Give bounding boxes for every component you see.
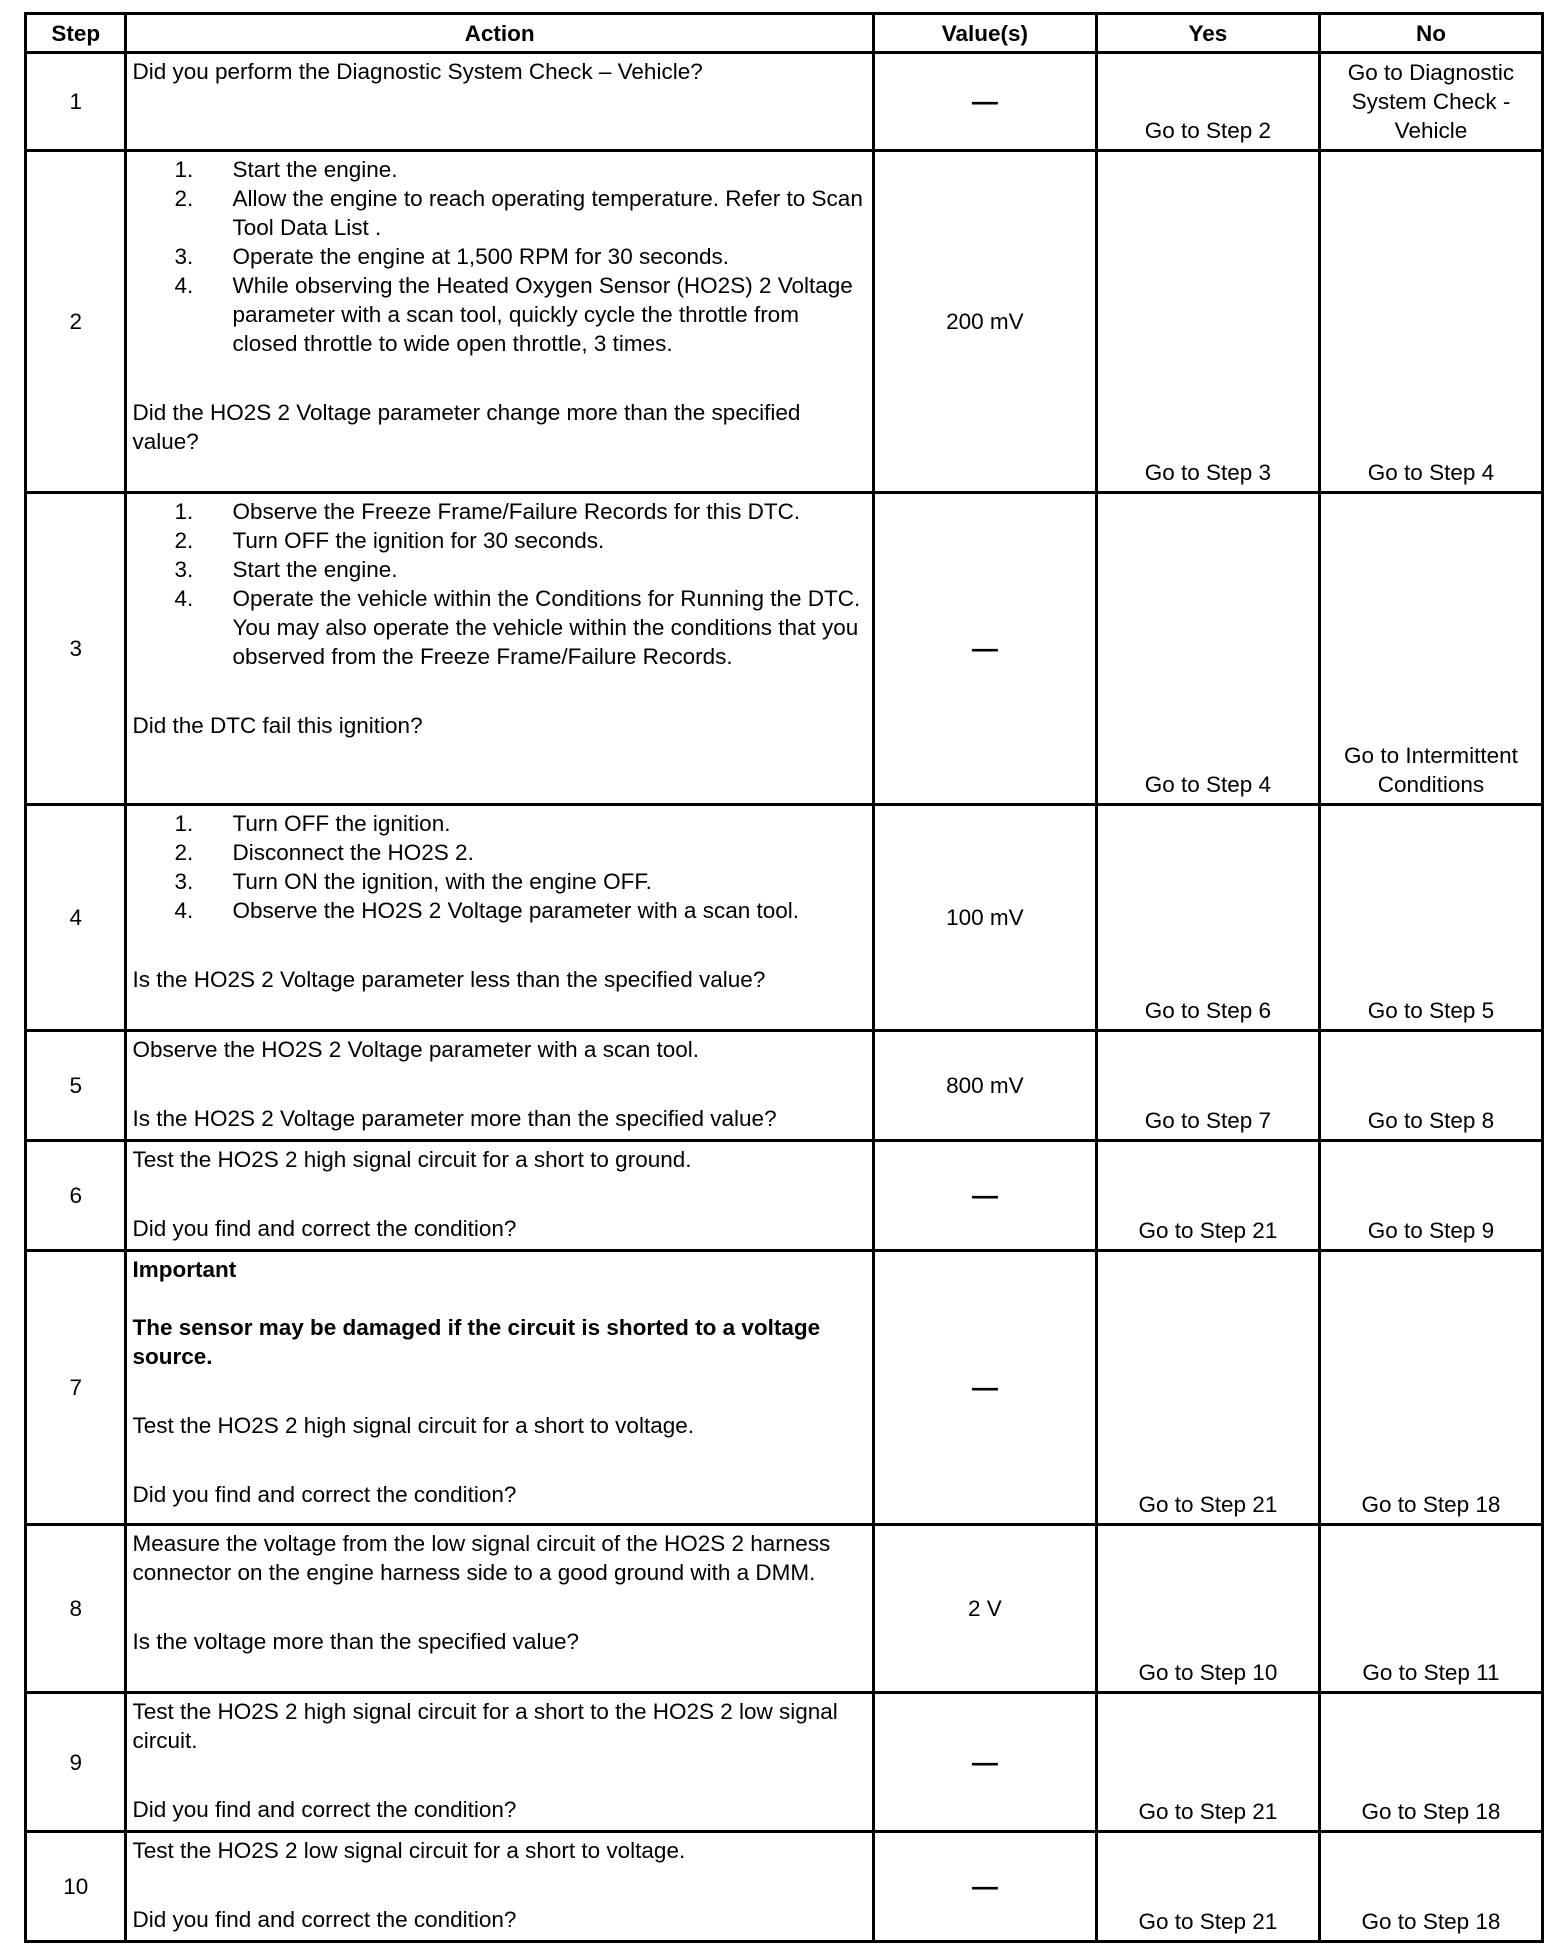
- table-row: [26, 493, 1543, 805]
- step-number: 2: [26, 151, 126, 493]
- action-cell: [126, 1832, 873, 1942]
- yes-cell: Go to Step 2: [1096, 53, 1319, 151]
- table-row: [26, 1141, 1543, 1251]
- list-item: 3. Operate the engine at 1,500 RPM for 30 seconds.: [232, 242, 863, 271]
- important-heading: Important: [132, 1257, 237, 1282]
- step-number: 4: [26, 805, 126, 1031]
- procedure-list: [132, 155, 863, 358]
- table-row: [26, 1525, 1543, 1693]
- no-cell: Go to Step 11: [1319, 1525, 1542, 1693]
- step-number: 6: [26, 1141, 126, 1251]
- value-cell: —: [873, 1693, 1096, 1832]
- step-number: 3: [26, 493, 126, 805]
- list-item: 4. Observe the HO2S 2 Voltage parameter with a scan tool.: [232, 896, 863, 925]
- question-text: Did you find and correct the condition?: [132, 1482, 517, 1507]
- table-row: [26, 805, 1543, 1031]
- header-action: Action: [126, 14, 873, 53]
- yes-cell: Go to Step 3: [1096, 151, 1319, 493]
- value-cell: —: [873, 1832, 1096, 1942]
- action-cell: [126, 53, 873, 151]
- action-text: Test the HO2S 2 low signal circuit for a short to voltage.: [132, 1838, 686, 1863]
- value-cell: 2 V: [873, 1525, 1096, 1693]
- header-no: No: [1319, 14, 1542, 53]
- table-row: [26, 53, 1543, 151]
- important-note: The sensor may be damaged if the circuit is shorted to a voltage source.: [132, 1315, 821, 1369]
- question-text: Did you find and correct the condition?: [132, 1797, 517, 1822]
- value-cell: —: [873, 1141, 1096, 1251]
- yes-cell: Go to Step 21: [1096, 1251, 1319, 1525]
- value-cell: 800 mV: [873, 1031, 1096, 1141]
- table-row: [26, 151, 1543, 493]
- question-text: Did the DTC fail this ignition?: [132, 713, 423, 738]
- no-cell: Go to Step 5: [1319, 805, 1542, 1031]
- list-item: 1. Start the engine.: [232, 155, 863, 184]
- table-row: [26, 1031, 1543, 1141]
- value-cell: 100 mV: [873, 805, 1096, 1031]
- list-item: 1. Observe the Freeze Frame/Failure Records for this DTC.: [232, 497, 863, 526]
- list-item: 2. Allow the engine to reach operating temperature. Refer to Scan Tool Data List .: [232, 184, 863, 242]
- action-cell: [126, 1031, 873, 1141]
- procedure-list: [132, 809, 863, 925]
- action-cell: [126, 151, 873, 493]
- no-cell: Go to Step 8: [1319, 1031, 1542, 1141]
- no-cell: Go to Step 18: [1319, 1251, 1542, 1525]
- no-cell: Go to Diagnostic System Check - Vehicle: [1319, 53, 1542, 151]
- question-text: Is the HO2S 2 Voltage parameter less than the specified value?: [132, 967, 766, 992]
- value-cell: 200 mV: [873, 151, 1096, 493]
- action-text: Test the HO2S 2 high signal circuit for a short to ground.: [132, 1147, 692, 1172]
- step-number: 8: [26, 1525, 126, 1693]
- no-cell: Go to Step 18: [1319, 1832, 1542, 1942]
- table-row: [26, 1832, 1543, 1942]
- value-cell: —: [873, 1251, 1096, 1525]
- action-text: Measure the voltage from the low signal circuit of the HO2S 2 harness connector on the engine harness side to a good ground with a DMM.: [132, 1531, 831, 1585]
- action-text: Observe the HO2S 2 Voltage parameter with a scan tool.: [132, 1037, 700, 1062]
- action-cell: [126, 805, 873, 1031]
- list-item: 1. Turn OFF the ignition.: [232, 809, 863, 838]
- list-item: 4. While observing the Heated Oxygen Sensor (HO2S) 2 Voltage parameter with a scan tool, quickly cycle the throttle from closed throttle to wide open throttle, 3 times.: [232, 271, 863, 358]
- step-number: 5: [26, 1031, 126, 1141]
- action-cell: [126, 1141, 873, 1251]
- diagnostic-table: [24, 12, 1544, 1943]
- table-row: [26, 1693, 1543, 1832]
- yes-cell: Go to Step 21: [1096, 1141, 1319, 1251]
- yes-cell: Go to Step 6: [1096, 805, 1319, 1031]
- step-number: 7: [26, 1251, 126, 1525]
- value-cell: —: [873, 53, 1096, 151]
- no-cell: Go to Step 4: [1319, 151, 1542, 493]
- list-item: 2. Disconnect the HO2S 2.: [232, 838, 863, 867]
- step-number: 10: [26, 1832, 126, 1942]
- action-text: Did you perform the Diagnostic System Check – Vehicle?: [132, 59, 703, 84]
- question-text: Did you find and correct the condition?: [132, 1216, 517, 1241]
- question-text: Is the HO2S 2 Voltage parameter more than the specified value?: [132, 1106, 777, 1131]
- yes-cell: Go to Step 4: [1096, 493, 1319, 805]
- yes-cell: Go to Step 7: [1096, 1031, 1319, 1141]
- action-text: Test the HO2S 2 high signal circuit for a short to voltage.: [132, 1413, 694, 1438]
- question-text: Did you find and correct the condition?: [132, 1907, 517, 1932]
- action-cell: [126, 1693, 873, 1832]
- no-cell: Go to Step 9: [1319, 1141, 1542, 1251]
- list-item: 4. Operate the vehicle within the Conditions for Running the DTC. You may also operate the vehicle within the conditions that you observed from the Freeze Frame/Failure Records.: [232, 584, 863, 671]
- step-number: 1: [26, 53, 126, 151]
- procedure-list: [132, 497, 863, 671]
- action-cell: [126, 493, 873, 805]
- list-item: 3. Turn ON the ignition, with the engine OFF.: [232, 867, 863, 896]
- header-yes: Yes: [1096, 14, 1319, 53]
- table-row: [26, 1251, 1543, 1525]
- yes-cell: Go to Step 21: [1096, 1693, 1319, 1832]
- action-cell: [126, 1525, 873, 1693]
- no-cell: Go to Intermittent Conditions: [1319, 493, 1542, 805]
- no-cell: Go to Step 18: [1319, 1693, 1542, 1832]
- list-item: 2. Turn OFF the ignition for 30 seconds.: [232, 526, 863, 555]
- yes-cell: Go to Step 10: [1096, 1525, 1319, 1693]
- action-cell: [126, 1251, 873, 1525]
- question-text: Is the voltage more than the specified value?: [132, 1629, 579, 1654]
- yes-cell: Go to Step 21: [1096, 1832, 1319, 1942]
- question-text: Did the HO2S 2 Voltage parameter change more than the specified value?: [132, 400, 801, 454]
- step-number: 9: [26, 1693, 126, 1832]
- header-row: [26, 14, 1543, 53]
- value-cell: —: [873, 493, 1096, 805]
- header-values: Value(s): [873, 14, 1096, 53]
- action-text: Test the HO2S 2 high signal circuit for a short to the HO2S 2 low signal circuit.: [132, 1699, 838, 1753]
- list-item: 3. Start the engine.: [232, 555, 863, 584]
- header-step: Step: [26, 14, 126, 53]
